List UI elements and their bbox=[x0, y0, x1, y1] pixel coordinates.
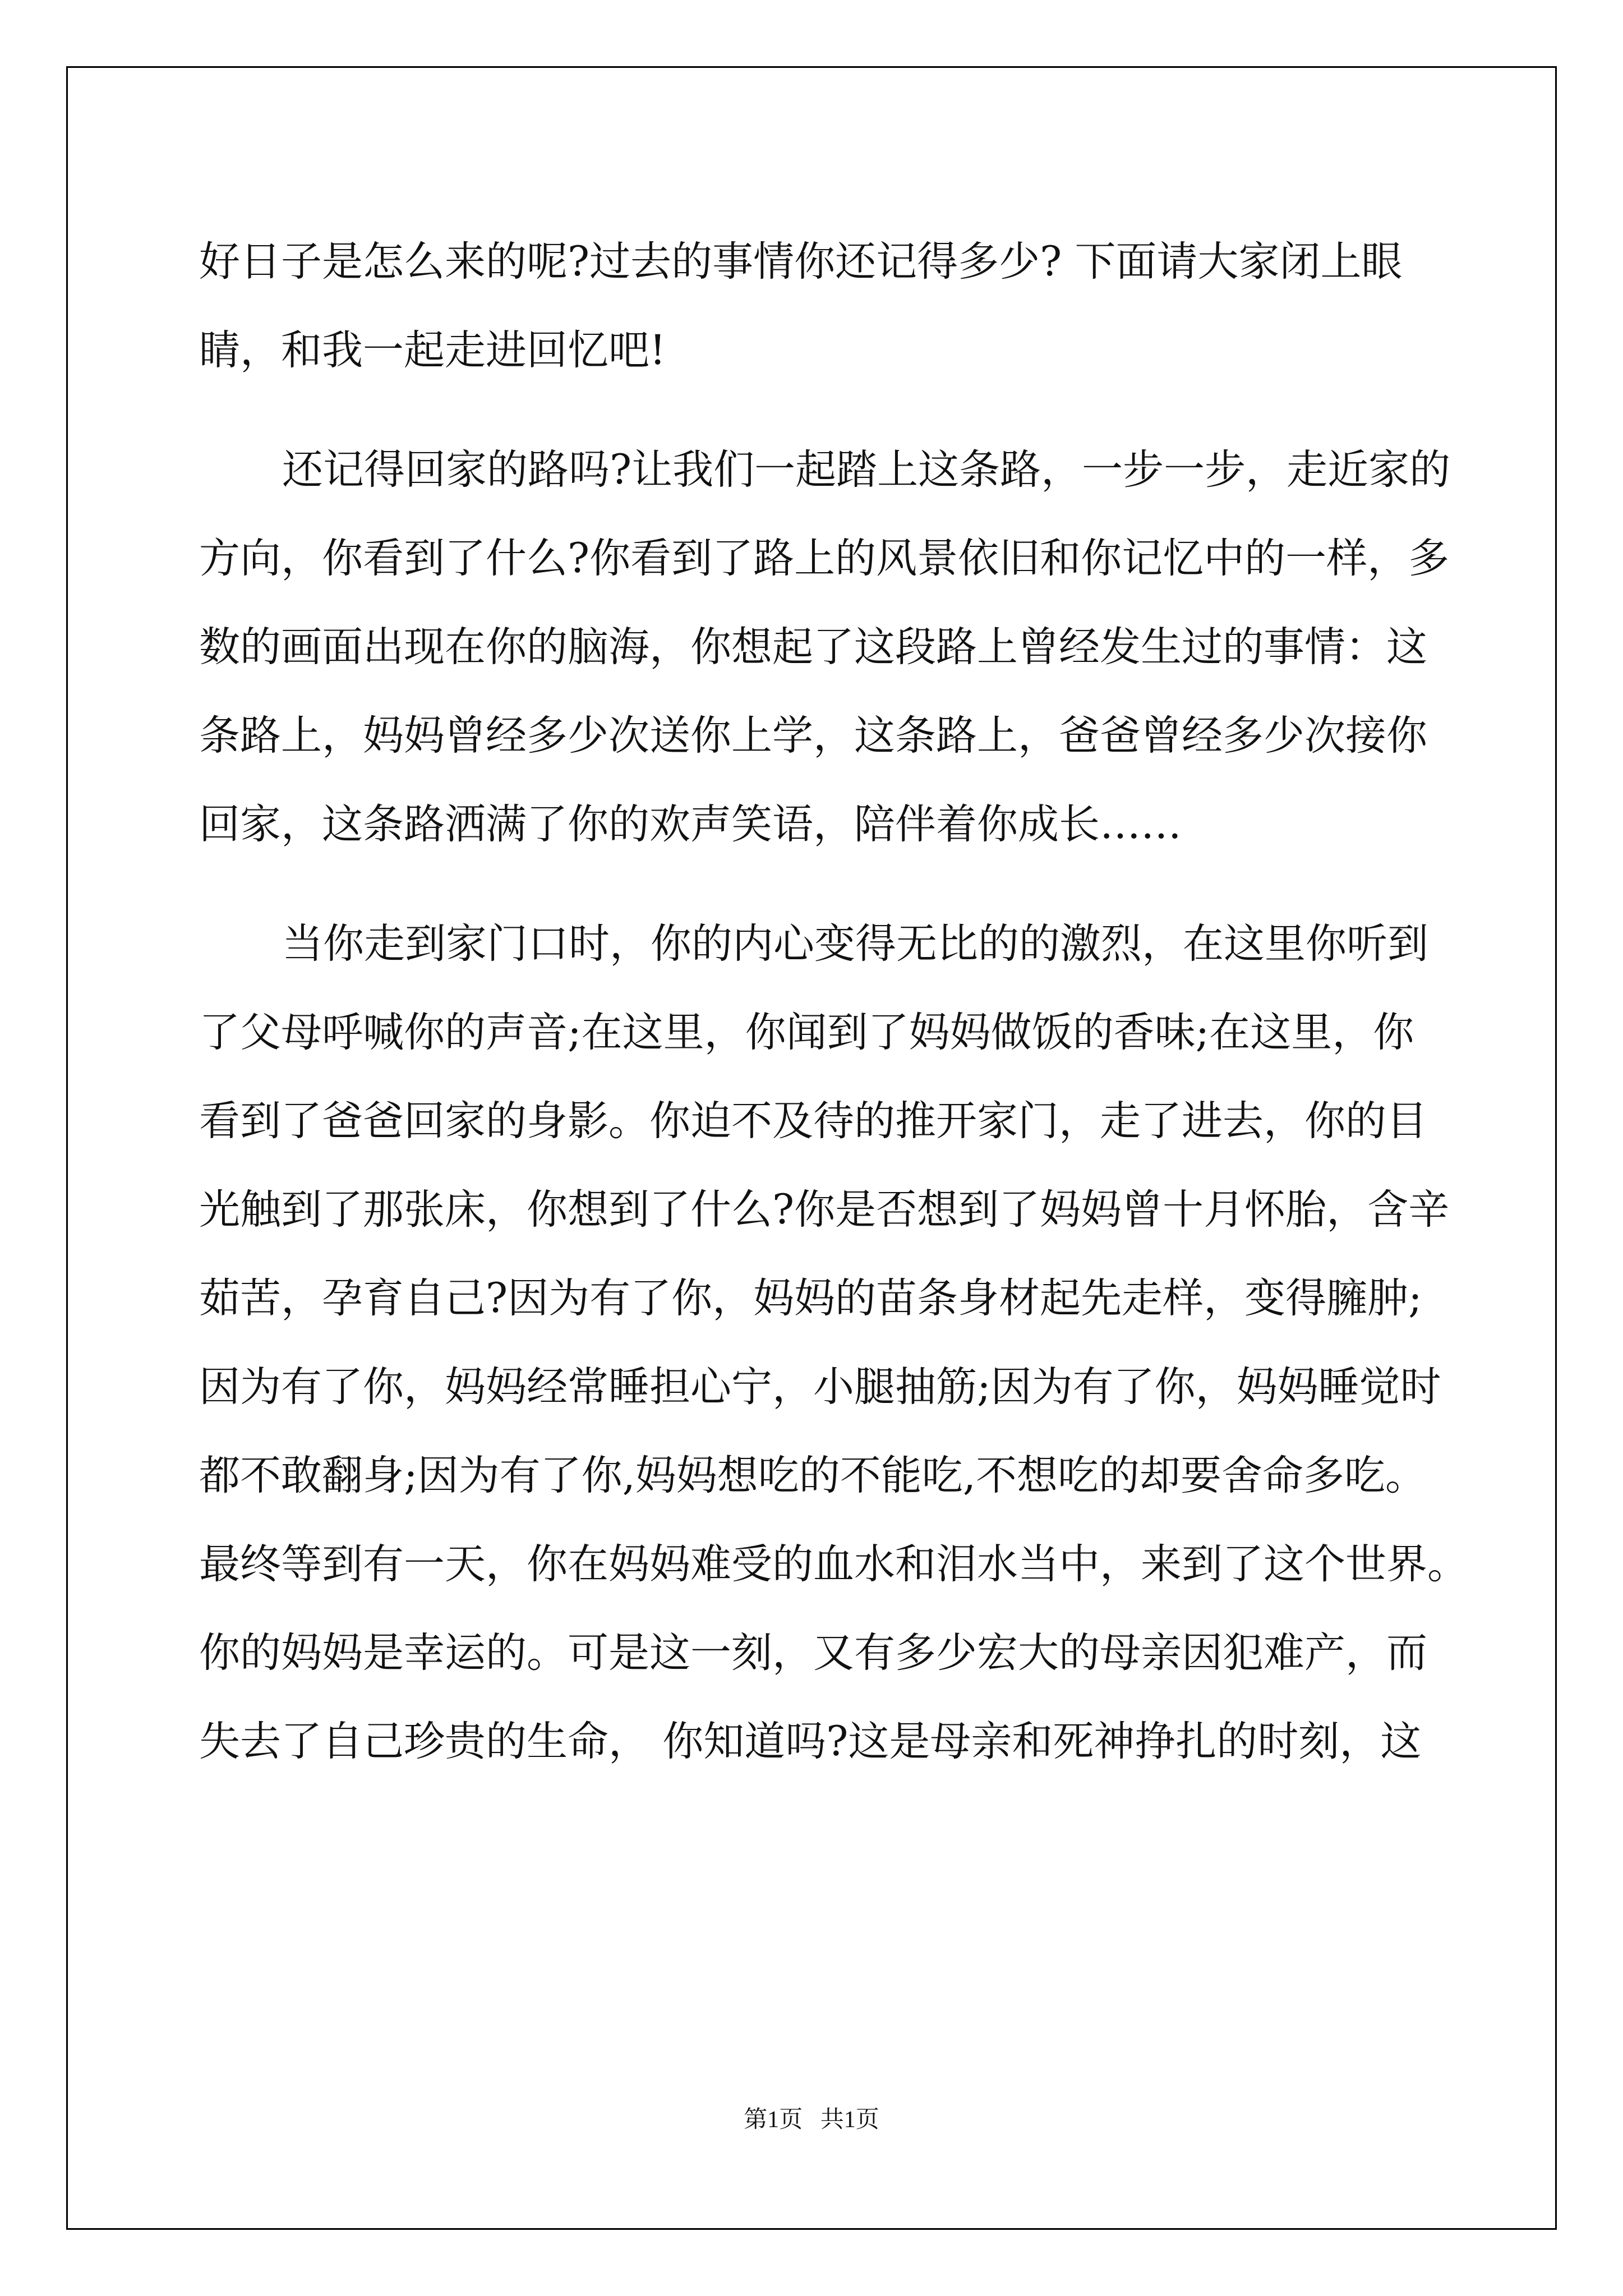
text-line: 茹苦，孕育自己?因为有了你，妈妈的苗条身材起先走样，变得臃肿; bbox=[199, 1274, 1422, 1322]
text-line: 最终等到有一天，你在妈妈难受的血水和泪水当中，来到了这个世界。 bbox=[199, 1540, 1468, 1588]
text-line: 方向，你看到了什么?你看到了路上的风景依旧和你记忆中的一样，多 bbox=[199, 535, 1450, 582]
text-line: 因为有了你，妈妈经常睡担心宁，小腿抽筋;因为有了你，妈妈睡觉时 bbox=[199, 1363, 1441, 1411]
text-line: 回家，这条路洒满了你的欢声笑语，陪伴着你成长…… bbox=[199, 800, 1182, 848]
page-number: 第1页 共1页 bbox=[744, 2107, 879, 2133]
text-line: 看到了爸爸回家的身影。你迫不及待的推开家门，走了进去，你的目 bbox=[199, 1097, 1427, 1145]
text-line: 光触到了那张床，你想到了什么?你是否想到了妈妈曾十月怀胎，含辛 bbox=[199, 1186, 1450, 1234]
text-line: 了父母呼喊你的声音;在这里，你闻到了妈妈做饭的香味;在这里，你 bbox=[199, 1009, 1414, 1056]
paragraph-first-line: 还记得回家的路吗?让我们一起踏上这条路，一步一步，走近家的 bbox=[282, 446, 1451, 494]
text-line: 都不敢翻身;因为有了你,妈妈想吃的不能吃,不想吃的却要舍命多吃。 bbox=[199, 1452, 1427, 1499]
text-line: 好日子是怎么来的呢?过去的事情你还记得多少? 下面请大家闭上眼 bbox=[199, 238, 1403, 286]
text-line: 条路上，妈妈曾经多少次送你上学，这条路上，爸爸曾经多少次接你 bbox=[199, 712, 1427, 760]
text-line: 数的画面出现在你的脑海，你想起了这段路上曾经发生过的事情：这 bbox=[199, 623, 1427, 671]
text-line: 睛，和我一起走进回忆吧! bbox=[199, 326, 666, 374]
paragraph-first-line: 当你走到家门口时，你的内心变得无比的的激烈，在这里你听到 bbox=[282, 920, 1428, 968]
text-line: 你的妈妈是幸运的。可是这一刻，又有多少宏大的母亲因犯难产，而 bbox=[199, 1629, 1427, 1677]
text-line: 失去了自己珍贵的生命， 你知道吗?这是母亲和死神挣扎的时刻，这 bbox=[199, 1718, 1422, 1765]
